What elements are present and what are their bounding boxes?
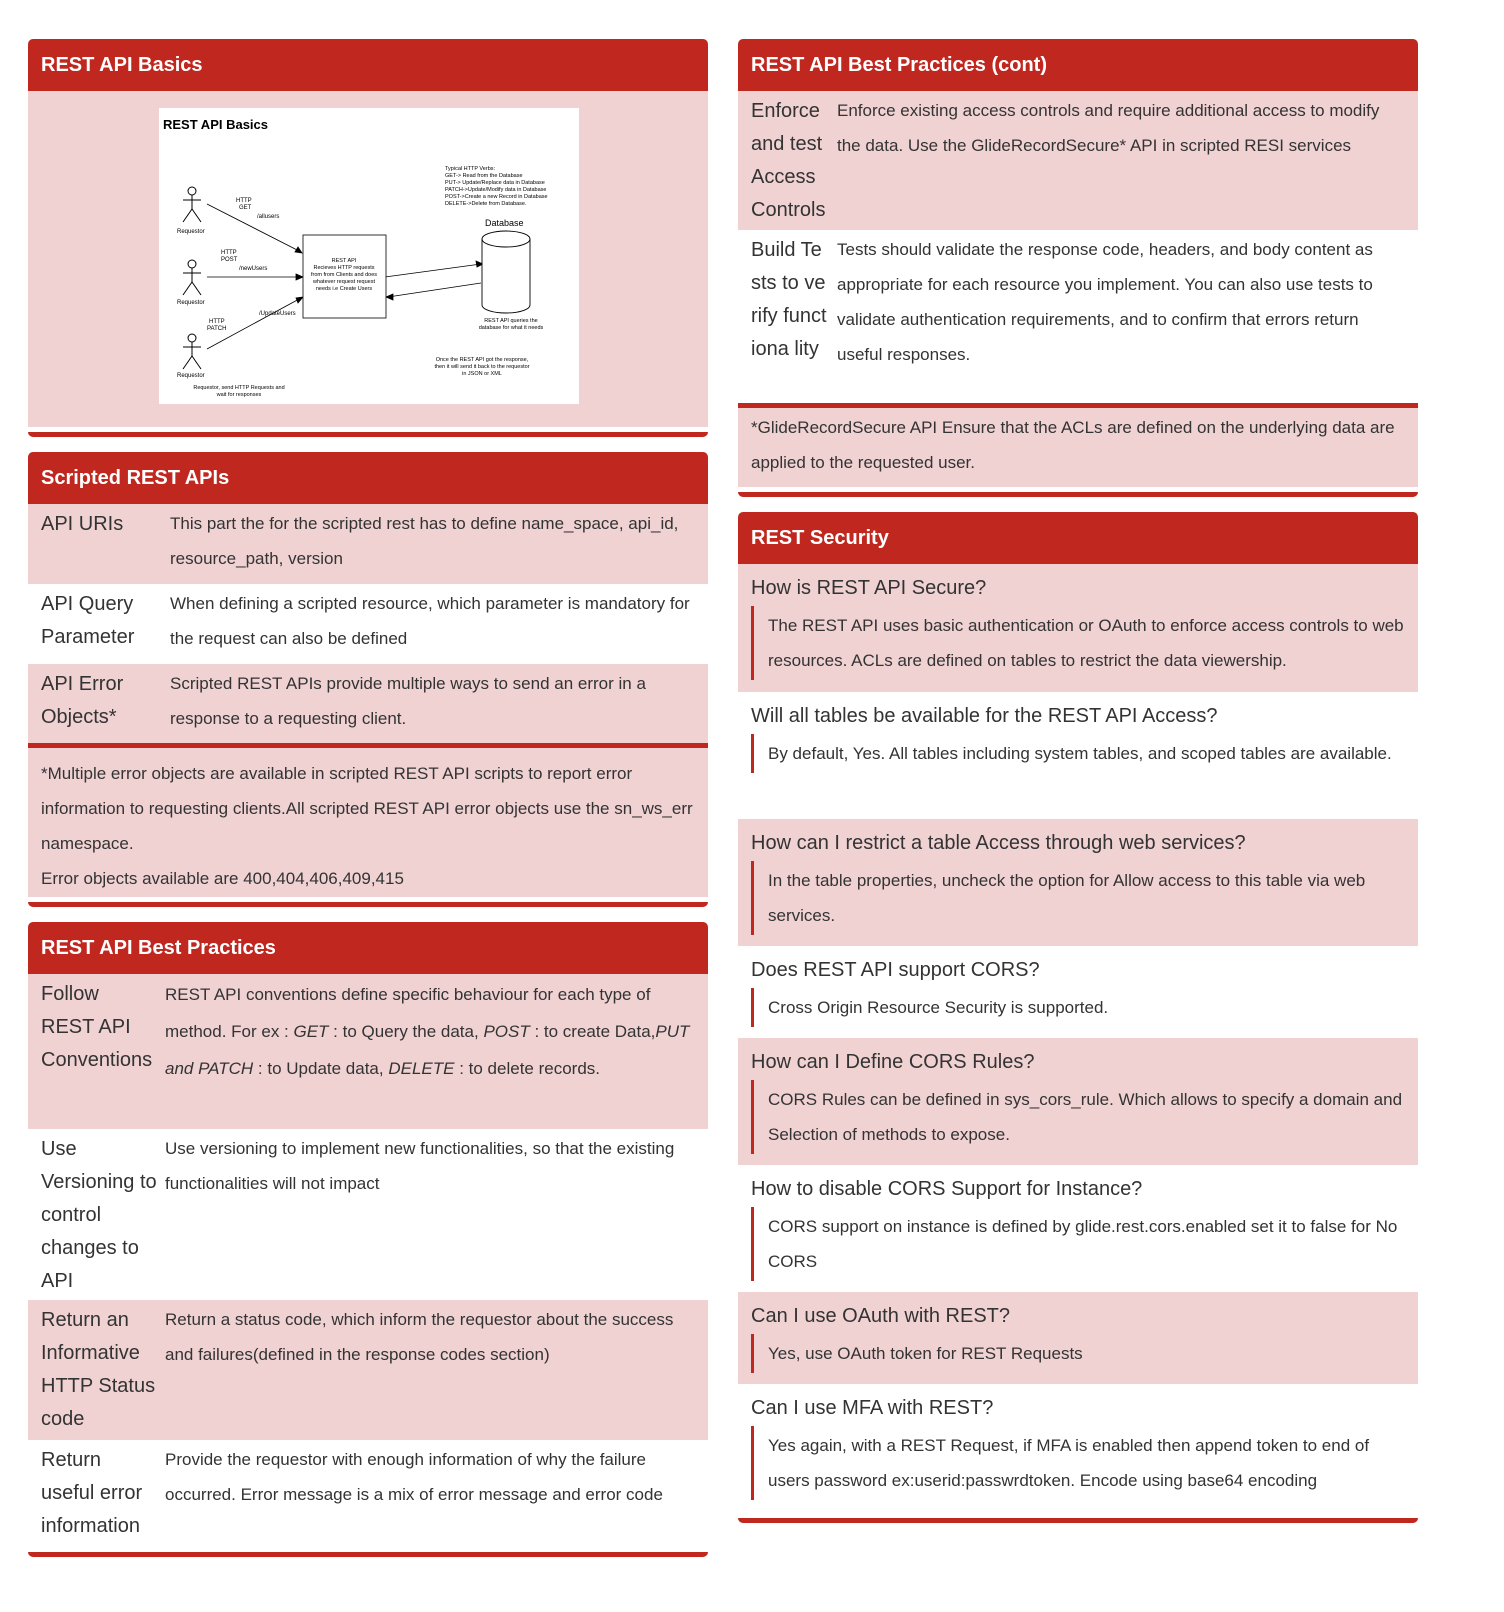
verbs-line: POST->Create a new Record in Database [445, 194, 548, 200]
post-path: /newUsers [239, 266, 268, 272]
rest-api-basics-panel [28, 39, 708, 437]
row-desc: Use versioning to implement new functionalities, so that the existing functionalities will not impact [165, 1139, 675, 1193]
verbs-line: Typical HTTP Verbs: [445, 166, 496, 172]
question: Can I use OAuth with REST? [751, 1305, 1011, 1327]
qa-item [738, 1165, 1418, 1292]
post-label-2: POST [221, 257, 238, 263]
response-note-line: then it will send it back to the requestor [434, 364, 530, 370]
table-row [28, 504, 708, 584]
answer: Yes again, with a REST Request, if MFA is enabled then append token to end of users password ex:userid:passwrdtoken. Encode using base64 encoding [751, 1426, 1405, 1500]
requestor-icon [183, 260, 201, 295]
table-row [738, 230, 1418, 403]
verbs-line: DELETE->Delete from Database. [445, 201, 527, 207]
qa-item [738, 946, 1418, 1038]
verbs-line: PATCH->Update/Modify data in Database [445, 187, 547, 193]
row-term: Follow REST API Conventions [41, 983, 153, 1071]
row-term: Use Versioning to control changes to API [41, 1138, 157, 1292]
requestor-icon [183, 334, 201, 369]
table-row [28, 1300, 708, 1440]
panel-title: REST API Best Practices (cont) [738, 39, 1418, 91]
row-desc: REST API conventions define specific behaviour for each type of method. For ex : GET : to Query the data, POST : to create Data,PUT and PATCH : to Update data, DELETE : to delete records. [165, 985, 690, 1078]
question: Does REST API support CORS? [751, 959, 1040, 981]
answer: In the table properties, uncheck the option for Allow access to this table via web services. [751, 861, 1405, 935]
row-term: Return useful error information [41, 1449, 143, 1537]
diagram-area [28, 91, 708, 427]
response-note-line: Once the REST API got the response, [435, 357, 529, 363]
table-row [28, 974, 708, 1129]
row-desc: When defining a scripted resource, which parameter is mandatory for the request can also be defined [170, 594, 690, 648]
answer: Cross Origin Resource Security is supported. [751, 988, 1405, 1027]
row-term: API Error Objects* [41, 673, 124, 728]
row-term: Return an Informative HTTP Status code [41, 1309, 156, 1430]
verbs-line: PUT-> Update/Replace data in Database [445, 180, 545, 186]
answer: By default, Yes. All tables including system tables, and scoped tables are available. [751, 734, 1405, 773]
api-box-line: Recieves HTTP requests [313, 265, 375, 271]
answer: The REST API uses basic authentication or OAuth to enforce access controls to web resources. ACLs are defined on tables to restrict the data viewership. [751, 606, 1405, 680]
question: How can I Define CORS Rules? [751, 1051, 1035, 1073]
verbs-line: GET-> Read from the Database [445, 173, 523, 179]
panel-title: REST API Basics [28, 39, 708, 91]
question: Can I use MFA with REST? [751, 1397, 994, 1419]
post-label: HTTP [221, 250, 237, 256]
question: Will all tables be available for the REST API Access? [751, 705, 1218, 727]
requestor-note-line: wait for responses [216, 392, 262, 398]
requestor-label-3: Requestor [177, 373, 205, 379]
answer: CORS support on instance is defined by glide.rest.cors.enabled set it to false for No CORS [751, 1207, 1405, 1281]
question: How can I restrict a table Access through web services? [751, 832, 1246, 854]
footnote [28, 743, 708, 897]
diagram-title: REST API Basics [163, 117, 269, 132]
api-box-line: whatever request request [312, 279, 376, 285]
db-note-line: REST API queries the [484, 318, 538, 324]
row-desc: Return a status code, which inform the requestor about the success and failures(defined in the response codes section) [165, 1310, 674, 1364]
database-label: Database [485, 218, 524, 228]
rest-security-panel [738, 512, 1418, 1523]
qa-item [738, 692, 1418, 819]
panel-title: REST API Best Practices [28, 922, 708, 974]
panel-title: Scripted REST APIs [28, 452, 708, 504]
requestor-label-1: Requestor [177, 229, 205, 235]
row-desc: Tests should validate the response code, headers, and body content as appropriate for each resource you implement. You can also use tests to validate authentication requirements, and to confirm that errors return useful responses. [837, 240, 1373, 364]
requestor-icon [183, 187, 201, 222]
patch-label: HTTP [209, 319, 225, 325]
api-box-line: from from Clients and does [310, 272, 378, 278]
rest-api-best-practices-panel [28, 922, 708, 1557]
database-icon [482, 231, 530, 313]
api-box-line: needs i.e Create Users [315, 286, 373, 292]
get-label: HTTP [236, 198, 252, 204]
row-term: Build Tests to verify functiona lity [751, 239, 827, 360]
footnote-line: Error objects available are 400,404,406,409,415 [41, 869, 404, 888]
table-row [28, 1440, 708, 1548]
row-desc: Provide the requestor with enough information of why the failure occurred. Error message is a mix of error message and error code [165, 1450, 663, 1504]
table-row [28, 584, 708, 664]
answer: Yes, use OAuth token for REST Requests [751, 1334, 1405, 1373]
question: How to disable CORS Support for Instance? [751, 1178, 1143, 1200]
qa-item [738, 1292, 1418, 1384]
response-note-line: in JSON or XML [462, 371, 502, 377]
row-term: Enforce and test Access Controls [751, 100, 826, 221]
row-desc: Scripted REST APIs provide multiple ways to send an error in a response to a requesting client. [170, 674, 646, 728]
qa-item [738, 1384, 1418, 1511]
footnote: *GlideRecordSecure API Ensure that the ACLs are defined on the underlying data are applied to the requested user. [738, 403, 1418, 487]
row-term: API URIs [41, 513, 124, 535]
answer: CORS Rules can be defined in sys_cors_rule. Which allows to specify a domain and Selection of methods to expose. [751, 1080, 1405, 1154]
question: How is REST API Secure? [751, 577, 987, 599]
get-label-2: GET [239, 205, 252, 211]
requestor-label-2: Requestor [177, 300, 205, 306]
rest-api-best-practices-cont-panel [738, 39, 1418, 497]
qa-item [738, 1038, 1418, 1165]
row-desc: This part the for the scripted rest has to define name_space, api_id, resource_path, version [170, 514, 679, 568]
row-term: API Query Parameter [41, 593, 135, 648]
scripted-rest-apis-panel [28, 452, 708, 907]
patch-path: /UpdateUsers [259, 311, 296, 317]
row-desc: Enforce existing access controls and require additional access to modify the data. Use the GlideRecordSecure* API in scripted RESI services [837, 101, 1380, 155]
table-row [738, 91, 1418, 230]
table-row [28, 1129, 708, 1300]
get-path: /allusers [257, 214, 280, 220]
rest-api-diagram [159, 108, 579, 404]
table-row [28, 664, 708, 743]
qa-item [738, 564, 1418, 692]
panel-title: REST Security [738, 512, 1418, 564]
db-note-line: database for what it needs [478, 325, 544, 331]
patch-label-2: PATCH [207, 326, 227, 332]
qa-item [738, 819, 1418, 946]
api-box-line: REST API [331, 258, 357, 264]
requestor-note-line: Requestor, send HTTP Requests and [193, 385, 285, 391]
footnote-line: *Multiple error objects are available in scripted REST API scripts to report error information to requesting clients.All scripted REST API error objects use the sn_ws_err namespace. [41, 764, 693, 853]
